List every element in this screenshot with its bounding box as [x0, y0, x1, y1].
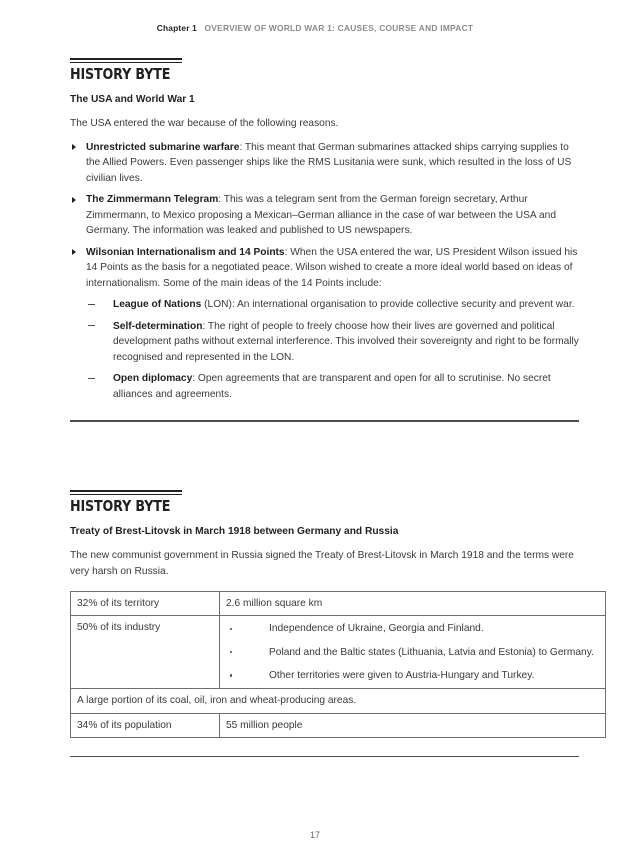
table-cell-label: 32% of its territory — [71, 592, 220, 616]
banner-rules-2 — [70, 490, 182, 495]
bullet-term: Wilsonian Internationalism and 14 Points — [86, 246, 285, 258]
list-item — [70, 192, 579, 239]
list-item — [226, 668, 599, 683]
list-item — [70, 140, 579, 187]
dash-bullet-icon — [88, 304, 95, 305]
bullet-text: : This was a telegram sent from the German foreign secretary, Arthur Zimmermann, to Mexico proposing a Mexican–German alliance in the case of war between the USA and Germany. The information was leaked and published to US newspapers. — [86, 194, 556, 237]
box2-heading: Treaty of Brest-Litovsk in March 1918 between Germany and Russia — [70, 526, 399, 538]
box2-intro: The new communist government in Russia signed the Treaty of Brest-Litovsk in March 1918 and the terms were very harsh on Russia. — [70, 550, 574, 577]
table-cell-value: 2.6 million square km — [220, 592, 606, 616]
section-separator-2 — [70, 756, 579, 758]
table-cell-label: 34% of its population — [71, 713, 220, 737]
page-number: 17 — [309, 830, 320, 840]
sub-bullet-term: Self-determination — [113, 320, 203, 332]
chapter-title: OVERVIEW OF WORLD WAR 1: CAUSES, COURSE AND IMPACT — [204, 23, 474, 33]
history-byte-block-1 — [70, 58, 579, 422]
running-header — [0, 23, 630, 33]
list-item — [226, 621, 599, 636]
list-item — [86, 297, 579, 313]
brest-litovsk-losses-table — [70, 591, 606, 738]
list-item — [70, 245, 579, 403]
triangle-bullet-icon — [72, 249, 76, 255]
table-cell-value — [220, 616, 606, 689]
table-cell-label: 50% of its industry — [71, 616, 220, 689]
cell-bullet-text: Other territories were given to Austria-Hungary and Turkey. — [269, 669, 535, 681]
box1-heading: The USA and World War 1 — [70, 94, 195, 106]
bullet-text: : This meant that German submarines attacked ships carrying supplies to the Allied Powers. Even passenger ships like the RMS Lusitania were sunk, which resulted in the loss of US civilian lives. — [86, 141, 572, 184]
cell-bullet-text: Independence of Ukraine, Georgia and Finland. — [269, 623, 484, 635]
dot-bullet-icon — [230, 674, 232, 676]
cell-bullet-text: Poland and the Baltic states (Lithuania, Latvia and Estonia) to Germany. — [269, 646, 594, 658]
triangle-bullet-icon — [72, 197, 76, 203]
box1-bullet-list — [70, 140, 579, 403]
box1-intro: The USA entered the war because of the following reasons. — [70, 118, 339, 130]
table-cell-full: A large portion of its coal, oil, iron and wheat-producing areas. — [71, 689, 606, 713]
table-row — [71, 592, 606, 616]
box1-sub-bullet-list — [86, 297, 579, 402]
history-byte-banner-2: HISTORY BYTE — [70, 497, 171, 515]
table-row — [71, 713, 606, 737]
dash-bullet-icon — [88, 378, 95, 379]
sub-bullet-text: : The right of people to freely choose how their lives are governed and political development paths without external interference. This involved their sovereignty and right to be formally recognised and represented in the LON. — [113, 320, 579, 363]
chapter-label: Chapter 1 — [156, 23, 197, 33]
list-item — [86, 371, 579, 402]
triangle-bullet-icon — [72, 144, 76, 150]
dot-bullet-icon — [230, 651, 232, 653]
dash-bullet-icon — [88, 325, 95, 326]
history-byte-banner-1: HISTORY BYTE — [70, 65, 171, 83]
table-cell-value: 55 million people — [220, 713, 606, 737]
list-item — [226, 645, 599, 660]
bullet-term: The Zimmermann Telegram — [86, 194, 219, 206]
table-row — [71, 689, 606, 713]
list-item — [86, 319, 579, 366]
dot-bullet-icon — [230, 628, 232, 630]
sub-bullet-term: Open diplomacy — [113, 373, 193, 385]
sub-bullet-text: : Open agreements that are transparent and open for all to scrutinise. No secret alliances and agreements. — [113, 373, 551, 400]
sub-bullet-term: League of Nations — [113, 299, 202, 311]
section-separator-1 — [70, 420, 579, 422]
cell-bullet-list — [226, 621, 599, 683]
history-byte-block-2 — [70, 490, 594, 757]
banner-rules-1 — [70, 58, 182, 63]
sub-bullet-text: (LON): An international organisation to provide collective security and prevent war. — [201, 299, 575, 311]
table-row — [71, 616, 606, 689]
bullet-term: Unrestricted submarine warfare — [86, 141, 240, 153]
bullet-text: : When the USA entered the war, US President Wilson issued his 14 Points as the basis for a negotiated peace. Wilson wished to create a more ideal world based on ideas of internationalism. Some of the main ideas of the 14 Points include: — [86, 246, 578, 289]
